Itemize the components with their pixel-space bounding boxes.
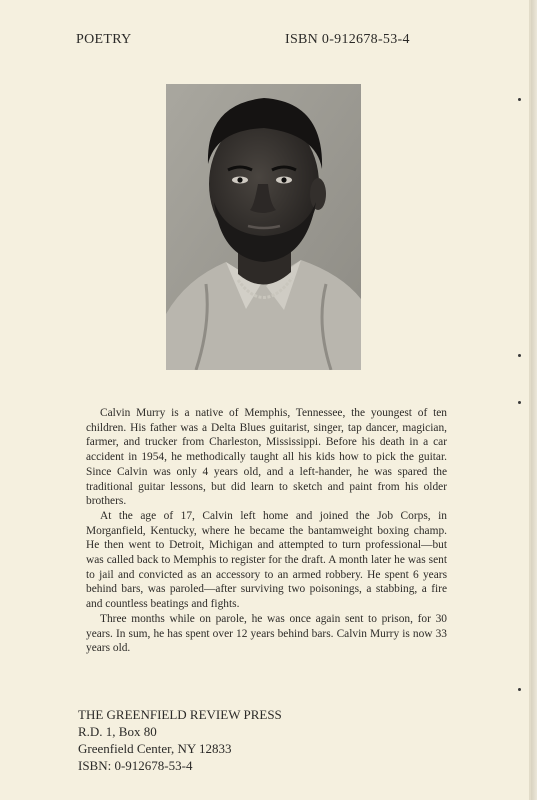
author-photo	[166, 84, 361, 370]
publisher-block	[78, 706, 282, 774]
bio-paragraph: At the age of 17, Calvin left home and joined the Job Corps, in Morganfield, Kentucky, where he became the bantamweight boxing champ. He then went to Detroit, Michigan and attempted to turn professional—but was called back to Memphis to register for the draft. A month later he was sent to jail and convicted as an accessory to an armed robbery. He spent 6 years behind bars, was paroled—after surviving two poisonings, a stabbing, a fire and countless beatings and fights.	[86, 509, 447, 611]
publisher-name: THE GREENFIELD REVIEW PRESS	[78, 707, 282, 722]
edge-mark	[518, 401, 521, 404]
edge-mark	[518, 354, 521, 357]
publisher-address-line2: Greenfield Center, NY 12833	[78, 741, 232, 756]
page-edge	[531, 0, 537, 800]
edge-mark	[518, 98, 521, 101]
isbn-header: ISBN 0-912678-53-4	[285, 32, 410, 47]
bio-paragraph: Calvin Murry is a native of Memphis, Tennessee, the youngest of ten children. His father was a Delta Blues guitarist, singer, tap dancer, magician, farmer, and trucker from Charleston, Mississippi. Before his death in a car accident in 1954, he methodically taught all his kids how to pick the guitar. Since Calvin was only 4 years old, and a left-hander, he was spared the traditional guitar lessons, but did learn to sketch and paint from his older brothers.	[86, 407, 447, 508]
author-biography	[86, 406, 447, 656]
bio-paragraph: Three months while on parole, he was once again sent to prison, for 30 years. In sum, he has spent over 12 years behind bars. Calvin Murry is now 33 years old.	[86, 612, 447, 655]
edge-mark	[518, 688, 521, 691]
genre-label: POETRY	[76, 32, 132, 47]
portrait-illustration	[166, 84, 361, 370]
publisher-address-line1: R.D. 1, Box 80	[78, 724, 157, 739]
publisher-isbn: ISBN: 0-912678-53-4	[78, 758, 193, 773]
